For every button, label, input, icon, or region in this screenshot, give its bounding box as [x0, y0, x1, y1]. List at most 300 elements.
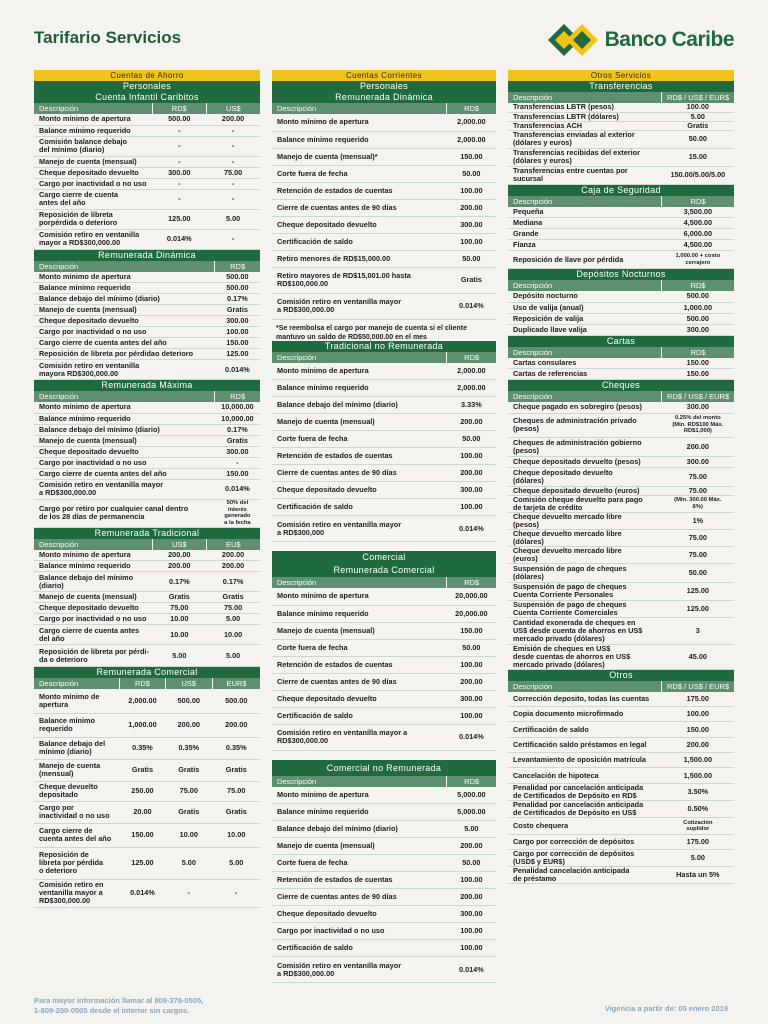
- table-row: [34, 561, 260, 572]
- row-value: 200.00: [447, 673, 496, 690]
- table-row: [272, 889, 496, 906]
- row-description: Reposición de libreta por pérdida o deterioro: [34, 847, 120, 879]
- row-description: Cargo por corrección de depósitos: [508, 835, 662, 850]
- table-row: [272, 293, 496, 319]
- row-description: Retiro menores de RD$15,000.00: [272, 250, 447, 267]
- row-description: Cheque depositado devuelto: [34, 167, 152, 178]
- row-value: 0.35%: [165, 737, 212, 759]
- table-row: [34, 468, 260, 479]
- table-row: [272, 148, 496, 165]
- table-row: [34, 178, 260, 189]
- row-description: Corte fuera de fecha: [272, 639, 447, 656]
- table-row: [508, 324, 734, 335]
- table-row: [508, 529, 734, 546]
- row-value: -: [215, 457, 260, 468]
- table-row: [272, 957, 496, 983]
- table-row: [508, 753, 734, 768]
- row-value: 0.17%: [206, 572, 260, 592]
- row-value: 150.00: [215, 338, 260, 349]
- row-value: 50.00: [447, 165, 496, 182]
- row-value: -: [152, 156, 206, 167]
- row-description: Cierre de cuentas antes de 90 días: [272, 199, 447, 216]
- row-value: 50.00: [447, 431, 496, 448]
- table-row: [34, 229, 260, 249]
- table-row: [34, 689, 260, 713]
- row-description: Balance debajo del mínimo (diario): [34, 424, 215, 435]
- table-row: [272, 639, 496, 656]
- band-personales: Personales: [34, 81, 260, 92]
- row-value: 15.00: [662, 148, 734, 166]
- row-value: 0.35%: [213, 737, 260, 759]
- row-description: Balance mínimo requerido: [272, 605, 447, 622]
- table-row: [508, 801, 734, 818]
- row-description: Monto mínimo de apertura: [34, 689, 120, 713]
- column-header: US$: [165, 678, 212, 689]
- column-header: Descripción: [34, 261, 215, 272]
- table-row: [508, 600, 734, 617]
- table-row: [508, 768, 734, 784]
- row-value: 6,000.00: [662, 229, 734, 240]
- column-header: RD$: [447, 352, 496, 363]
- page-title: Tarifario Servicios: [34, 28, 182, 47]
- row-value: 3.50%: [662, 784, 734, 801]
- column-header: RD$: [120, 678, 165, 689]
- row-description: Transferencias recibidas del exterior (dólares y euros): [508, 148, 662, 166]
- band-comercial: Remunerada Comercial: [34, 667, 260, 678]
- row-value: Cotización suplidor: [662, 818, 734, 835]
- table-row: [508, 402, 734, 413]
- table-row: [508, 358, 734, 369]
- table-row: [508, 229, 734, 240]
- row-value: 5.00: [447, 821, 496, 838]
- row-description: Cheque depositado devuelto: [34, 446, 215, 457]
- row-description: Manejo de cuenta (mensual): [34, 759, 120, 781]
- row-value: 200.00: [152, 561, 206, 572]
- row-value: 10.00: [206, 625, 260, 645]
- row-value: 100.00: [447, 872, 496, 889]
- band-personales-corrientes: Personales: [272, 81, 496, 92]
- row-description: Transferencias LBTR (dólares): [508, 112, 662, 121]
- row-value: 0.014%: [447, 957, 496, 983]
- row-description: Transferencias ACH: [508, 121, 662, 130]
- row-value: -: [206, 125, 260, 136]
- table-corriente-tradicional: [272, 352, 496, 543]
- row-value: 10.00: [213, 823, 260, 847]
- row-value: 2,000.00: [447, 363, 496, 380]
- row-description: Balance mínimo requerido: [34, 413, 215, 424]
- table-row: [508, 112, 734, 121]
- table-row: [34, 283, 260, 294]
- column-header: US$: [206, 103, 260, 114]
- table-row: [508, 148, 734, 166]
- band-remunerada-comercial: Remunerada Comercial: [272, 564, 496, 577]
- table-row: [34, 781, 260, 801]
- row-value: Gratis: [165, 759, 212, 781]
- table-row: [272, 724, 496, 750]
- band-cheques: Cheques: [508, 380, 734, 391]
- table-row: [34, 349, 260, 360]
- row-description: Suspensión de pago de cheques (dólares): [508, 563, 662, 582]
- table-row: [272, 690, 496, 707]
- column-header: Descripción: [508, 391, 662, 402]
- table-row: [34, 435, 260, 446]
- row-value: 4,500.00: [662, 218, 734, 229]
- table-row: [272, 906, 496, 923]
- row-description: Corte fuera de fecha: [272, 855, 447, 872]
- row-description: Balance mínimo requerido: [272, 380, 447, 397]
- table-transferencias: [508, 92, 734, 185]
- row-description: Balance debajo del mínimo (diario): [34, 572, 152, 592]
- row-description: Balance debajo del mínimo (diario): [34, 294, 215, 305]
- table-row: [272, 414, 496, 431]
- row-description: Comisión balance debajo del mínimo (diario): [34, 136, 152, 156]
- row-value: 0.014%: [447, 516, 496, 542]
- row-value: 100.00: [447, 940, 496, 957]
- table-row: [272, 673, 496, 690]
- row-value: 500.00: [662, 313, 734, 324]
- table-row: [272, 656, 496, 673]
- table-row: [34, 156, 260, 167]
- row-value: 5.00: [213, 847, 260, 879]
- row-value: 150.00: [662, 722, 734, 738]
- row-value: 500.00: [662, 291, 734, 302]
- row-description: Cheque devuelto mercado libre (pesos): [508, 512, 662, 529]
- row-description: Monto mínimo de apertura: [272, 588, 447, 605]
- row-value: 100.00: [447, 448, 496, 465]
- column-header: RD$ / US$ / EUR$: [662, 681, 734, 692]
- row-value: 2,000.00: [447, 114, 496, 131]
- footer-contact-line1: Para mayor información llamar al 809-378-0505,: [34, 996, 204, 1005]
- row-value: (Min. 300.00 Máx. 6%): [662, 495, 734, 512]
- row-description: Monto mínimo de apertura: [34, 550, 152, 561]
- row-value: 20.00: [120, 801, 165, 823]
- row-description: Cheque devuelto mercado libre (euros): [508, 546, 662, 563]
- row-value: 10.00: [165, 823, 212, 847]
- row-value: 500.00: [215, 272, 260, 283]
- row-description: Depósito nocturno: [508, 291, 662, 302]
- row-description: Cartas consulares: [508, 358, 662, 369]
- row-value: 5.00: [165, 847, 212, 879]
- row-description: Cargo por inactividad o no uso: [34, 801, 120, 823]
- row-description: Monto mínimo de apertura: [272, 787, 447, 804]
- row-description: Cargo cierre de cuenta antes del año: [34, 468, 215, 479]
- row-value: Gratis: [152, 592, 206, 603]
- row-description: Penalidad por cancelación anticipada de Certificados de Depósito en RD$: [508, 784, 662, 801]
- table-row: [508, 486, 734, 495]
- column-header: RD$: [152, 103, 206, 114]
- column-header: Descripción: [508, 681, 662, 692]
- table-row: [34, 499, 260, 527]
- table-row: [34, 713, 260, 737]
- band-comercial-corrientes: Comercial: [272, 551, 496, 564]
- row-value: 200.00: [206, 114, 260, 125]
- table-header-row: [508, 391, 734, 402]
- table-row: [272, 588, 496, 605]
- row-description: Certificación saldo préstamos en legal: [508, 738, 662, 753]
- row-value: -: [152, 136, 206, 156]
- table-header-row: [34, 539, 260, 550]
- row-value: 1,000.00: [662, 302, 734, 313]
- column-header: RD$: [215, 391, 260, 402]
- row-description: Cierre de cuentas antes de 90 días: [272, 465, 447, 482]
- row-description: Balance mínimo requerido: [272, 131, 447, 148]
- row-description: Monto mínimo de apertura: [34, 272, 215, 283]
- row-description: Cargo por inactividad o no uso: [34, 614, 152, 625]
- row-value: Gratis: [213, 801, 260, 823]
- band-infantil: Cuenta Infantil Caribitos: [34, 92, 260, 103]
- table-row: [272, 516, 496, 542]
- row-value: 150.00: [120, 823, 165, 847]
- band-maxima: Remunerada Máxima: [34, 380, 260, 391]
- table-row: [34, 125, 260, 136]
- table-row: [508, 784, 734, 801]
- row-value: 150.00: [447, 148, 496, 165]
- row-description: Cierre de cuentas antes de 90 días: [272, 889, 447, 906]
- row-value: -: [206, 156, 260, 167]
- row-description: Reposición de libreta porpérdida o deterioro: [34, 209, 152, 229]
- row-value: 200.00: [662, 437, 734, 456]
- row-description: Grande: [508, 229, 662, 240]
- table-otros: [508, 681, 734, 885]
- table-corriente-dinamica: [272, 103, 496, 320]
- column-otros-servicios: [508, 70, 734, 884]
- row-value: 75.00: [662, 546, 734, 563]
- table-row: [508, 867, 734, 884]
- row-value: 75.00: [165, 781, 212, 801]
- row-description: Cargo por inactividad o no uso: [272, 923, 447, 940]
- row-description: Monto mínimo de apertura: [272, 114, 447, 131]
- row-value: 175.00: [662, 692, 734, 707]
- row-value: 100.00: [447, 656, 496, 673]
- category-ahorro: Cuentas de Ahorro: [34, 70, 260, 81]
- table-row: [34, 316, 260, 327]
- table-row: [34, 136, 260, 156]
- row-value: -: [206, 136, 260, 156]
- row-value: Hasta un 5%: [662, 867, 734, 884]
- row-description: Transferencias entre cuentas por sucursal: [508, 166, 662, 184]
- table-row: [34, 847, 260, 879]
- column-header: Descripción: [34, 678, 120, 689]
- category-otros-servicios: Otros Servicios: [508, 70, 734, 81]
- row-value: 50.00: [662, 130, 734, 148]
- row-description: Balance mínimo requerido: [272, 804, 447, 821]
- row-value: 300.00: [662, 402, 734, 413]
- row-value: 5,000.00: [447, 787, 496, 804]
- row-value: 100.00: [447, 499, 496, 516]
- table-row: [272, 465, 496, 482]
- row-description: Retiro mayores de RD$15,001.00 hasta RD$100,000.00: [272, 267, 447, 293]
- row-value: Gratis: [206, 592, 260, 603]
- table-row: [508, 644, 734, 669]
- row-description: Balance debajo del mínimo (diario): [272, 821, 447, 838]
- column-header: RD$: [662, 280, 734, 291]
- row-description: Certificación de saldo: [508, 722, 662, 738]
- row-value: 125.00: [215, 349, 260, 360]
- row-value: 100.00: [447, 923, 496, 940]
- row-value: Gratis: [215, 305, 260, 316]
- table-comercial-no-remunerada: [272, 776, 496, 984]
- reembolso-note: *Se reembolsa el cargo por manejo de cuenta si el cliente mantuvo un saldo de RD$50,000.00 en el mes: [276, 324, 468, 341]
- row-value: Gratis: [447, 267, 496, 293]
- table-depositos-nocturnos: [508, 280, 734, 336]
- row-description: Cheque depositado devuelto (pesos): [508, 456, 662, 467]
- row-value: 2,000.00: [120, 689, 165, 713]
- row-description: Corrección deposito, todas las cuentas: [508, 692, 662, 707]
- row-value: 200.00: [447, 465, 496, 482]
- row-value: 0.014%: [447, 724, 496, 750]
- row-value: 200.00: [447, 838, 496, 855]
- row-description: Levantamiento de oposición matrícula: [508, 753, 662, 768]
- row-value: 10,000.00: [215, 413, 260, 424]
- band-caja: Caja de Seguridad: [508, 185, 734, 196]
- row-value: 500.00: [152, 114, 206, 125]
- table-row: [34, 645, 260, 667]
- row-description: Transferencias enviadas al exterior (dólares y euros): [508, 130, 662, 148]
- row-value: 75.00: [206, 603, 260, 614]
- row-description: Duplicado llave valija: [508, 324, 662, 335]
- column-header: Descripción: [508, 280, 662, 291]
- row-description: Cargo cierre de cuenta antes del año: [34, 189, 152, 209]
- table-row: [272, 872, 496, 889]
- row-value: 300.00: [215, 446, 260, 457]
- row-value: 200.00: [165, 713, 212, 737]
- row-value: 500.00: [213, 689, 260, 713]
- row-value: 100.00: [447, 233, 496, 250]
- row-value: 50.00: [447, 250, 496, 267]
- row-value: 300.00: [215, 316, 260, 327]
- table-row: [272, 838, 496, 855]
- row-value: -: [165, 879, 212, 907]
- row-value: Gratis: [662, 121, 734, 130]
- table-row: [272, 787, 496, 804]
- row-value: 150.00: [662, 358, 734, 369]
- row-value: 1,500.00: [662, 768, 734, 784]
- row-value: 0.35%: [120, 737, 165, 759]
- row-value: 300.00: [152, 167, 206, 178]
- table-row: [272, 804, 496, 821]
- row-description: Cheque depositado devuelto: [272, 482, 447, 499]
- row-value: 125.00: [662, 582, 734, 600]
- row-value: 20,000.00: [447, 605, 496, 622]
- row-value: 0.17%: [215, 294, 260, 305]
- row-value: 100.00: [662, 707, 734, 722]
- row-value: 5.00: [662, 112, 734, 121]
- row-value: -: [206, 189, 260, 209]
- row-description: Manejo de cuenta (mensual): [34, 305, 215, 316]
- table-ahorro-tradicional: [34, 539, 260, 668]
- table-corriente-comercial: [272, 577, 496, 751]
- table-row: [272, 855, 496, 872]
- column-header: RD$ / US$ / EUR$: [662, 92, 734, 103]
- table-row: [272, 380, 496, 397]
- row-value: 3,500.00: [662, 207, 734, 218]
- row-value: 20,000.00: [447, 588, 496, 605]
- row-description: Transferencias LBTR (pesos): [508, 103, 662, 112]
- table-header-row: [272, 776, 496, 787]
- column-header: RD$: [447, 103, 496, 114]
- row-description: Cheque depositado devuelto: [272, 906, 447, 923]
- row-description: Cheque depositado devuelto: [34, 603, 152, 614]
- table-row: [272, 940, 496, 957]
- column-header: Descripción: [34, 391, 215, 402]
- row-value: 0.014%: [447, 293, 496, 319]
- row-description: Comisión retiro en ventanilla mayor a RD$300,000.00: [34, 479, 215, 499]
- row-value: 0.17%: [215, 424, 260, 435]
- column-header: Descripción: [272, 103, 447, 114]
- row-value: 5.00: [152, 645, 206, 667]
- table-row: [34, 114, 260, 125]
- table-row: [34, 338, 260, 349]
- row-description: Cheque pagado en sobregiro (pesos): [508, 402, 662, 413]
- row-value: 5.00: [206, 645, 260, 667]
- table-row: [272, 499, 496, 516]
- row-value: 150.00: [447, 622, 496, 639]
- table-row: [34, 305, 260, 316]
- row-description: Pequeña: [508, 207, 662, 218]
- row-value: 0.014%: [215, 479, 260, 499]
- table-ahorro-maxima: [34, 391, 260, 528]
- row-description: Cargo por inactividad o no uso: [34, 327, 215, 338]
- row-description: Cheques de administración privado (pesos): [508, 413, 662, 437]
- column-header: Descripción: [508, 196, 662, 207]
- table-row: [508, 707, 734, 722]
- row-description: Comisión cheque devuelto para pago de tarjeta de crédito: [508, 495, 662, 512]
- table-ahorro-comercial: [34, 678, 260, 908]
- row-value: 125.00: [152, 209, 206, 229]
- row-value: 1,000.00: [120, 713, 165, 737]
- row-value: 2,000.00: [447, 131, 496, 148]
- table-header-row: [34, 103, 260, 114]
- row-description: Uso de valija (anual): [508, 302, 662, 313]
- row-value: 200.00: [447, 889, 496, 906]
- row-description: Corte fuera de fecha: [272, 165, 447, 182]
- row-value: 1%: [662, 512, 734, 529]
- row-description: Manejo de cuenta (mensual): [272, 622, 447, 639]
- column-header: Descripción: [508, 347, 662, 358]
- row-value: 0.17%: [152, 572, 206, 592]
- row-value: 1,500.00: [662, 753, 734, 768]
- column-header: RD$: [447, 577, 496, 588]
- column-corrientes: [272, 70, 496, 983]
- row-value: 3: [662, 617, 734, 644]
- column-header: Descripción: [508, 92, 662, 103]
- table-row: [508, 413, 734, 437]
- row-value: 5.00: [662, 850, 734, 867]
- column-header: Descripción: [34, 539, 152, 550]
- column-header: RD$ / US$ / EUR$: [662, 391, 734, 402]
- table-row: [508, 850, 734, 867]
- row-value: 500.00: [215, 283, 260, 294]
- row-description: Reposición de valija: [508, 313, 662, 324]
- brand-name: Banco Caribe: [604, 28, 734, 51]
- table-header-row: [508, 347, 734, 358]
- row-description: Comisión retiro en ventanilla mayor a RD$300,000.00: [34, 879, 120, 907]
- row-value: 0.014%: [215, 360, 260, 380]
- table-cheques: [508, 391, 734, 670]
- table-row: [272, 821, 496, 838]
- row-description: Monto mínimo de apertura: [34, 402, 215, 413]
- table-row: [34, 759, 260, 781]
- row-value: 300.00: [662, 456, 734, 467]
- row-value: -: [206, 229, 260, 249]
- row-value: 175.00: [662, 835, 734, 850]
- column-ahorro: [34, 70, 260, 908]
- table-row: [272, 448, 496, 465]
- row-description: Mediana: [508, 218, 662, 229]
- row-description: Cargo por inactividad o no uso: [34, 457, 215, 468]
- table-row: [34, 327, 260, 338]
- row-value: 10,000.00: [215, 402, 260, 413]
